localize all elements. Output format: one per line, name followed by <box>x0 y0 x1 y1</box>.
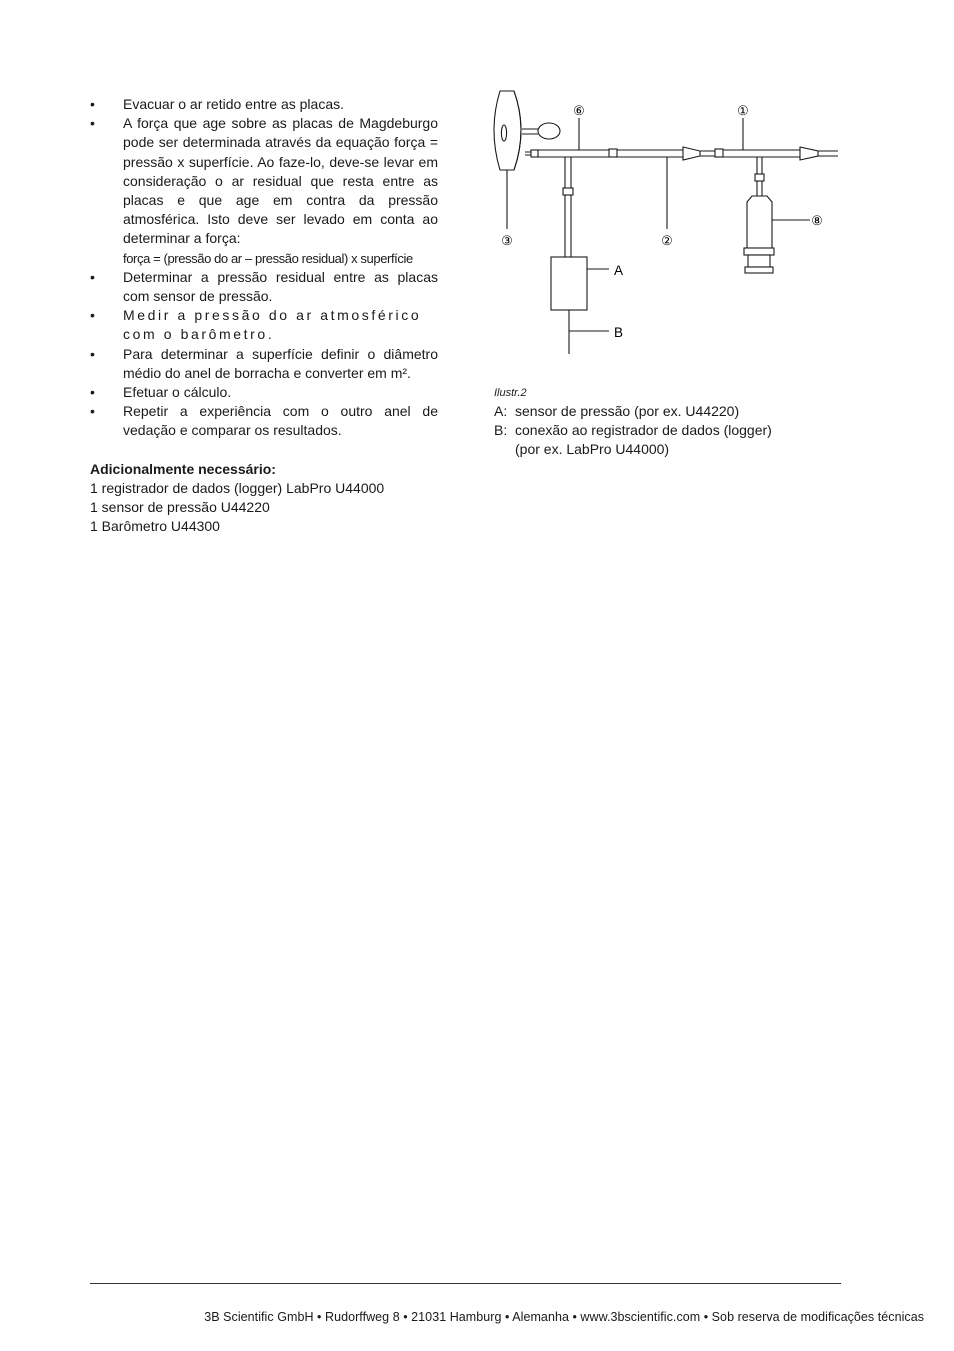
requirement-item: 1 registrador de dados (logger) LabPro U44000 <box>90 479 385 496</box>
label-3: ③ <box>501 233 513 248</box>
tube-cone <box>800 147 818 160</box>
footer-divider <box>90 1283 841 1284</box>
apparatus-diagram <box>492 86 842 358</box>
sensor-tube <box>565 157 571 188</box>
label-1: ① <box>737 103 749 118</box>
instruction-item: • Para determinar a superfície definir o diâmetro médio do anel de borracha e converter em m². <box>90 345 438 383</box>
pump-tube <box>757 157 762 174</box>
figure-caption: Ilustr.2 <box>494 387 527 399</box>
requirement-item: 1 sensor de pressão U44220 <box>90 499 270 516</box>
label-8: ⑧ <box>811 213 823 228</box>
instruction-item: • Evacuar o ar retido entre as placas. <box>90 95 438 114</box>
connector <box>609 149 617 157</box>
force-formula: força = (pressão do ar – pressão residual) x superfície <box>123 250 413 266</box>
pressure-sensor-box <box>551 257 587 310</box>
requirement-item: 1 Barômetro U44300 <box>90 518 220 535</box>
label-2: ② <box>661 233 673 248</box>
figure-text <box>494 386 854 459</box>
connector <box>715 149 723 157</box>
connector <box>531 150 538 157</box>
magdeburg-plate <box>494 91 521 170</box>
legend-item: B: conexão ao registrador de dados (logger) (por ex. LabPro U44000) <box>494 422 772 457</box>
tube-cone <box>683 147 700 160</box>
label-b: B <box>614 325 624 340</box>
instruction-item: • Medir a pressão do ar atmosférico com o barômetro. <box>90 306 438 344</box>
logger-cable <box>569 310 609 354</box>
requirements-title: Adicionalmente necessário: <box>90 460 276 477</box>
connector <box>563 188 573 195</box>
instruction-item: • Repetir a experiência com o outro anel de vedação e comparar os resultados. <box>90 402 438 440</box>
instruction-item: • Efetuar o cálculo. <box>90 383 438 402</box>
hand-pump <box>747 196 772 248</box>
legend-item: A: sensor de pressão (por ex. U44220) <box>494 403 740 419</box>
instruction-item: • Determinar a pressão residual entre as placas com sensor de pressão. <box>90 268 438 306</box>
label-6: ⑥ <box>573 103 585 118</box>
instruction-item: • A força que age sobre as placas de Magdeburgo pode ser determinada através da equação força = pressão x superfície. Ao faze-lo, deve-se levar em consideração o ar residual que resta entre as placas e que age em contra da pressão atmosférica. Isto deve ser levado em conta ao determinar a força: força = (pressão do ar – pressão residual) x superfície <box>90 114 438 268</box>
label-a: A <box>614 263 624 278</box>
valve-knob <box>538 123 560 139</box>
left-column <box>90 95 438 536</box>
footer: 3B Scientific GmbH • Rudorffweg 8 • 21031 Hamburg • Alemanha • www.3bscientific.com • Sob reserva de modificações técnicas <box>204 1310 924 1324</box>
instruction-list <box>90 95 438 441</box>
connector <box>755 174 764 181</box>
